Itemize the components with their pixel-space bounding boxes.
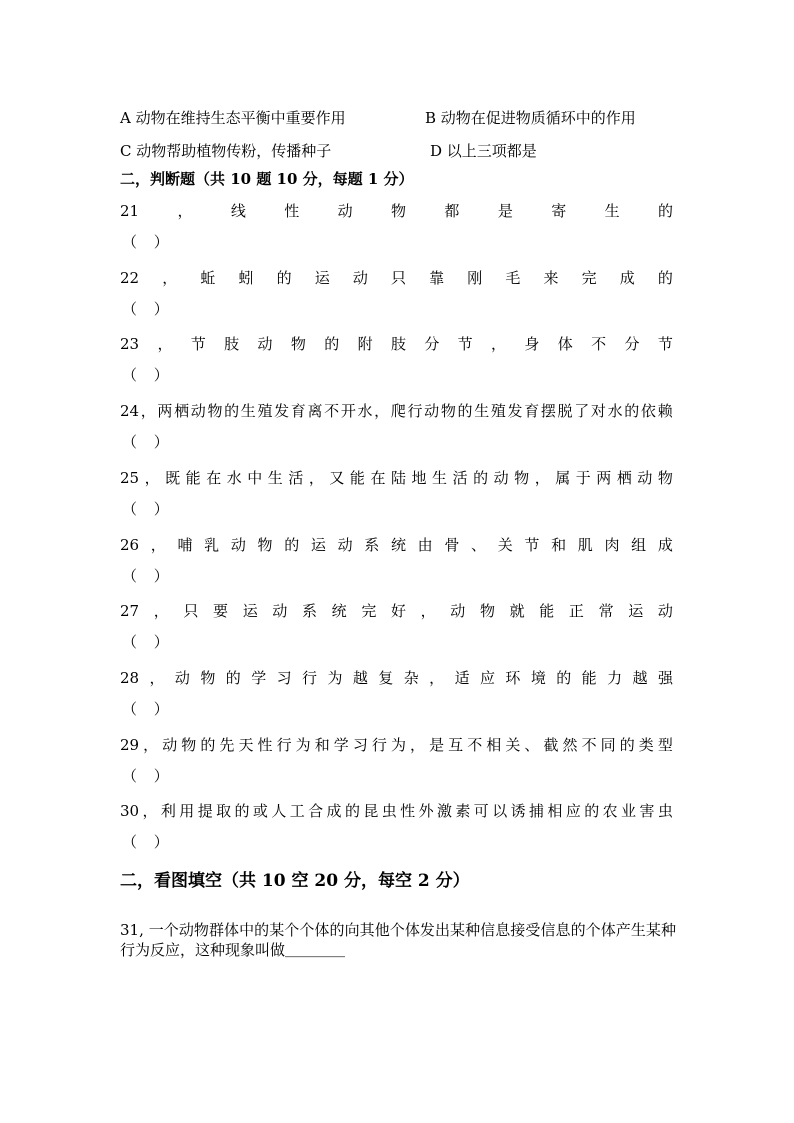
judgement-question-24: 24 ， 两 栖 动 物 的 生 殖 发 育 离 不 开 水 ， 爬 行 动 物 的 生 殖 发 育 摆 脱 了 对 水 的 依 赖	[120, 402, 673, 420]
option-b: B 动物在促进物质循环中的作用	[425, 109, 636, 127]
answer-blank-21: （ ）	[122, 233, 175, 251]
judgement-question-21: 21 ， 线 性 动 物 都 是 寄 生 的	[120, 202, 673, 220]
answer-blank-26: （ ）	[122, 567, 175, 585]
answer-blank-25: （ ）	[122, 500, 175, 518]
option-d: D 以上三项都是	[430, 142, 537, 160]
judgement-question-27: 27 ， 只 要 运 动 系 统 完 好 ， 动 物 就 能 正 常 运 动	[120, 602, 673, 620]
answer-blank-24: （ ）	[122, 433, 175, 451]
question-31: 31, 一个动物群体中的某个个体的向其他个体发出某种信息接受信息的个体产生某种行为反应，这种现象叫做＿＿＿＿	[120, 921, 676, 959]
judgement-question-23: 23 ， 节 肢 动 物 的 附 肢 分 节 ， 身 体 不 分 节	[120, 335, 673, 353]
judgement-question-25: 25 ， 既 能 在 水 中 生 活 ， 又 能 在 陆 地 生 活 的 动 物 ， 属 于 两 栖 动 物	[120, 469, 673, 487]
option-a: A 动物在维持生态平衡中重要作用	[120, 109, 346, 127]
answer-blank-27: （ ）	[122, 633, 175, 651]
section-heading-fill-in: 二，看图填空（共 10 空 20 分，每空 2 分）	[120, 871, 470, 891]
answer-blank-28: （ ）	[122, 700, 175, 718]
judgement-question-26: 26 ， 哺 乳 动 物 的 运 动 系 统 由 骨 、 关 节 和 肌 肉 组 成	[120, 536, 673, 554]
section-heading-judgement: 二，判断题（共 10 题 10 分，每题 1 分）	[120, 170, 414, 188]
judgement-question-30: 30 ， 利 用 提 取 的 或 人 工 合 成 的 昆 虫 性 外 激 素 可 以 诱 捕 相 应 的 农 业 害 虫	[120, 802, 673, 820]
answer-blank-30: （ ）	[122, 833, 175, 851]
answer-blank-22: （ ）	[122, 300, 175, 318]
answer-blank-29: （ ）	[122, 767, 175, 785]
judgement-question-29: 29 ， 动 物 的 先 天 性 行 为 和 学 习 行 为 ， 是 互 不 相 关 、 截 然 不 同 的 类 型	[120, 736, 673, 754]
answer-blank-23: （ ）	[122, 366, 175, 384]
judgement-question-28: 28 ， 动 物 的 学 习 行 为 越 复 杂 ， 适 应 环 境 的 能 力 越 强	[120, 669, 673, 687]
judgement-question-22: 22 ， 蚯 蚓 的 运 动 只 靠 刚 毛 来 完 成 的	[120, 269, 673, 287]
option-c: C 动物帮助植物传粉，传播种子	[120, 142, 332, 160]
